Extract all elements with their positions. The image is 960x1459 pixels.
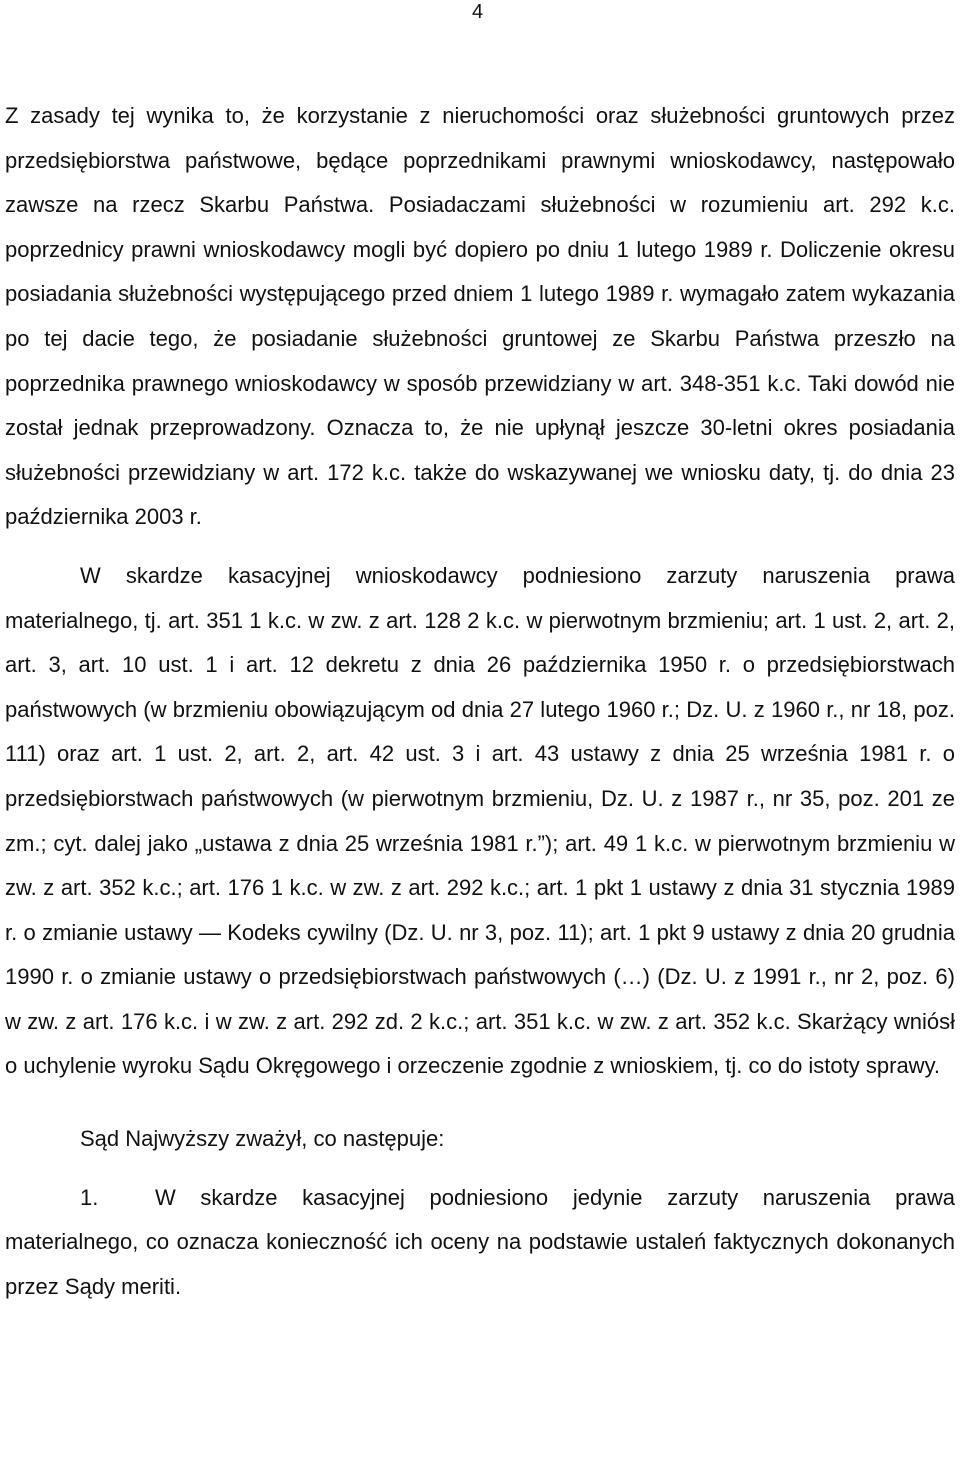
- paragraph-gap: [5, 1162, 955, 1176]
- paragraph-gap: [5, 1089, 955, 1103]
- section-heading: Sąd Najwyższy zważył, co następuje:: [80, 1126, 445, 1152]
- page-number: 4: [472, 1, 484, 23]
- paragraph-1: Z zasady tej wynika to, że korzystanie z nieruchomości oraz służebności gruntowych przez przedsiębiorstwa państwowe, będące poprzednikami prawnymi wnioskodawcy, następowało zawsze na rzecz Skarbu Państwa. Posiadaczami służebności w rozumieniu art. 292 k.c. poprzednicy prawni wnioskodawcy mogli być dopiero po dniu 1 lutego 1989 r. Doliczenie okresu posiadania służebności występującego przed dniem 1 lutego 1989 r. wymagało zatem wykazania po tej dacie tego, że posiadanie służebności gruntowej ze Skarbu Państwa przeszło na poprzednika prawnego wnioskodawcy w sposób przewidziany w art. 348-351 k.c. Taki dowód nie został jednak przeprowadzony. Oznacza to, że nie upłynął jeszcze 30-letni okres posiadania służebności przewidziany w art. 172 k.c. także do wskazywanej we wniosku daty, tj. do dnia 23 października 2003 r.: [5, 103, 955, 530]
- item-text: W skardze kasacyjnej podniesiono jedynie zarzuty naruszenia prawa materialnego, co oznacza konieczność ich oceny na podstawie ustaleń faktycznych dokonanych przez Sądy meriti.: [5, 1184, 955, 1299]
- numbered-paragraph: [5, 1176, 955, 1310]
- document-body: [5, 94, 955, 1309]
- paragraph-gap: [5, 540, 955, 554]
- paragraph-2: W skardze kasacyjnej wnioskodawcy podniesiono zarzuty naruszenia prawa materialnego, tj. art. 351 1 k.c. w zw. z art. 128 2 k.c. w pierwotnym brzmieniu; art. 1 ust. 2, art. 2, art. 3, art. 10 ust. 1 i art. 12 dekretu z dnia 26 października 1950 r. o przedsiębiorstwach państwowych (w brzmieniu obowiązującym od dnia 27 lutego 1960 r.; Dz. U. z 1960 r., nr 18, poz. 111) oraz art. 1 ust. 2, art. 2, art. 42 ust. 3 i art. 43 ustawy z dnia 25 września 1981 r. o przedsiębiorstwach państwowych (w pierwotnym brzmieniu, Dz. U. z 1987 r., nr 35, poz. 201 ze zm.; cyt. dalej jako „ustawa z dnia 25 września 1981 r.”); art. 49 1 k.c. w pierwotnym brzmieniu w zw. z art. 352 k.c.; art. 176 1 k.c. w zw. z art. 292 k.c.; art. 1 pkt 1 ustawy z dnia 31 stycznia 1989 r. o zmianie ustawy — Kodeks cywilny (Dz. U. nr 3, poz. 11); art. 1 pkt 9 ustawy z dnia 20 grudnia 1990 r. o zmianie ustawy o przedsiębiorstwach państwowych (…) (Dz. U. z 1991 r., nr 2, poz. 6) w zw. z art. 176 k.c. i w zw. z art. 292 zd. 2 k.c.; art. 351 k.c. w zw. z art. 352 k.c. Skarżący wniósł o uchylenie wyroku Sądu Okręgowego i orzeczenie zgodnie z wnioskiem, tj. co do istoty sprawy.: [5, 562, 955, 1079]
- item-number: 1.: [80, 1184, 99, 1210]
